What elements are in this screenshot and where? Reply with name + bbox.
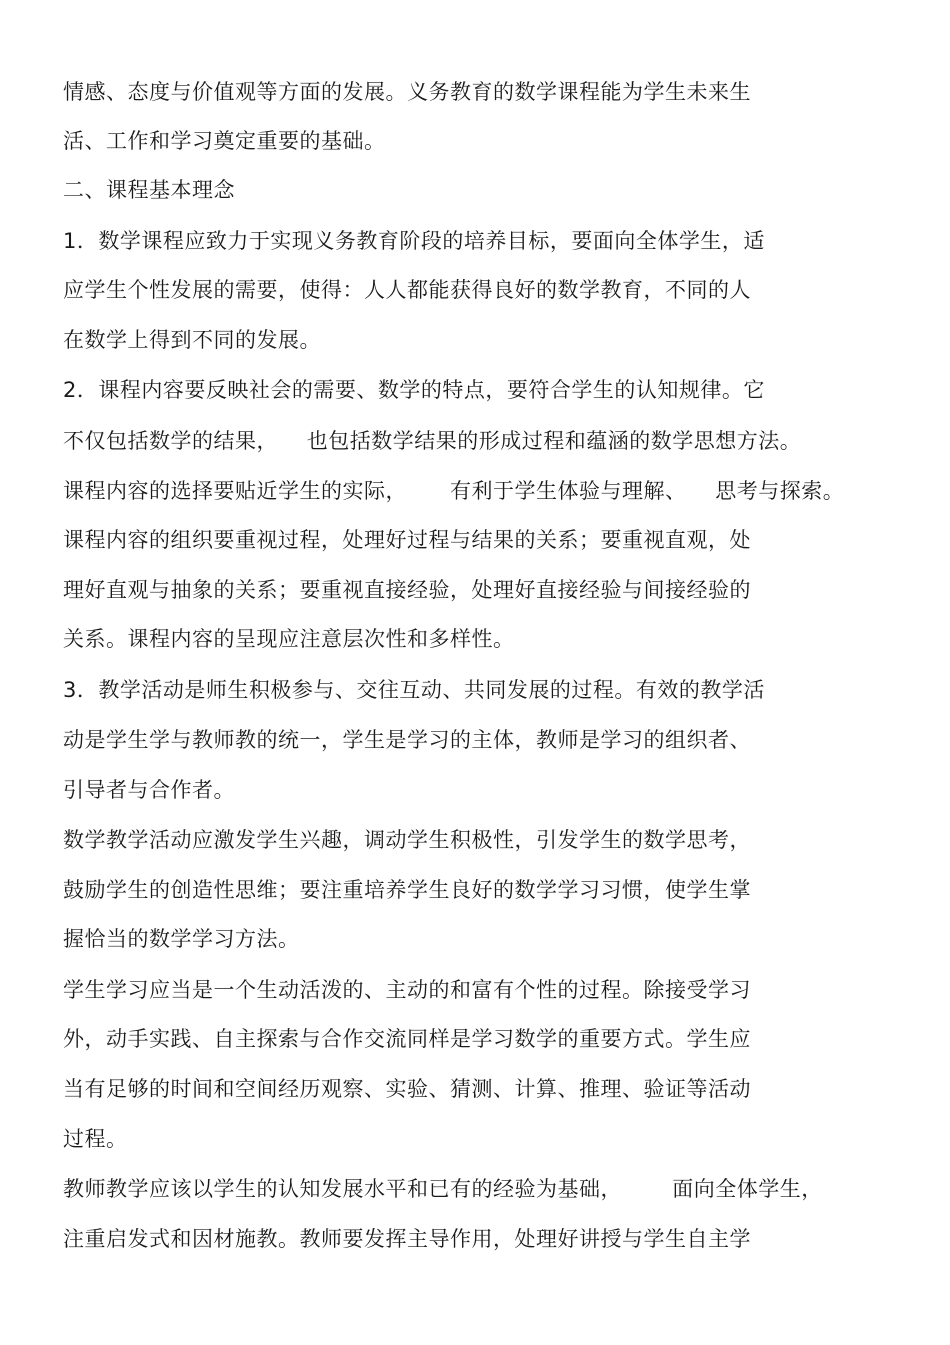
text-line: 应学生个性发展的需要，使得：人人都能获得良好的数学教育，不同的人 <box>63 278 751 302</box>
text-line: 课程内容的选择要贴近学生的实际， 有利于学生体验与理解、 思考与探索。 <box>63 479 845 503</box>
text-line: 引导者与合作者。 <box>63 778 235 802</box>
text-line: 理好直观与抽象的关系；要重视直接经验，处理好直接经验与间接经验的 <box>63 578 751 602</box>
text-line: 学生学习应当是一个生动活泼的、主动的和富有个性的过程。除接受学习 <box>63 978 751 1002</box>
text-line: 当有足够的时间和空间经历观察、实验、猜测、计算、推理、验证等活动 <box>63 1077 751 1101</box>
text-line: 1．数学课程应致力于实现义务教育阶段的培养目标，要面向全体学生，适 <box>63 229 765 253</box>
text-line: 鼓励学生的创造性思维；要注重培养学生良好的数学学习习惯，使学生掌 <box>63 878 751 902</box>
text-line: 不仅包括数学的结果， 也包括数学结果的形成过程和蕴涵的数学思想方法。 <box>63 429 802 453</box>
text-line: 教师教学应该以学生的认知发展水平和已有的经验为基础， 面向全体学生， <box>63 1177 823 1201</box>
text-line: 关系。课程内容的呈现应注意层次性和多样性。 <box>63 627 515 651</box>
text-line: 注重启发式和因材施教。教师要发挥主导作用，处理好讲授与学生自主学 <box>63 1227 751 1251</box>
text-line: 外，动手实践、自主探索与合作交流同样是学习数学的重要方式。学生应 <box>63 1027 751 1051</box>
section-heading: 二、课程基本理念 <box>63 178 235 202</box>
text-line: 2．课程内容要反映社会的需要、数学的特点，要符合学生的认知规律。它 <box>63 378 765 402</box>
text-line: 情感、态度与价值观等方面的发展。义务教育的数学课程能为学生未来生 <box>63 80 751 104</box>
text-line: 握恰当的数学学习方法。 <box>63 927 300 951</box>
text-line: 动是学生学与教师教的统一，学生是学习的主体，教师是学习的组织者、 <box>63 728 751 752</box>
text-line: 课程内容的组织要重视过程，处理好过程与结果的关系；要重视直观，处 <box>63 528 751 552</box>
text-line: 活、工作和学习奠定重要的基础。 <box>63 129 386 153</box>
text-line: 数学教学活动应激发学生兴趣，调动学生积极性，引发学生的数学思考， <box>63 828 751 852</box>
text-line: 过程。 <box>63 1127 128 1151</box>
text-line: 在数学上得到不同的发展。 <box>63 328 321 352</box>
text-line: 3．教学活动是师生积极参与、交往互动、共同发展的过程。有效的教学活 <box>63 678 765 702</box>
